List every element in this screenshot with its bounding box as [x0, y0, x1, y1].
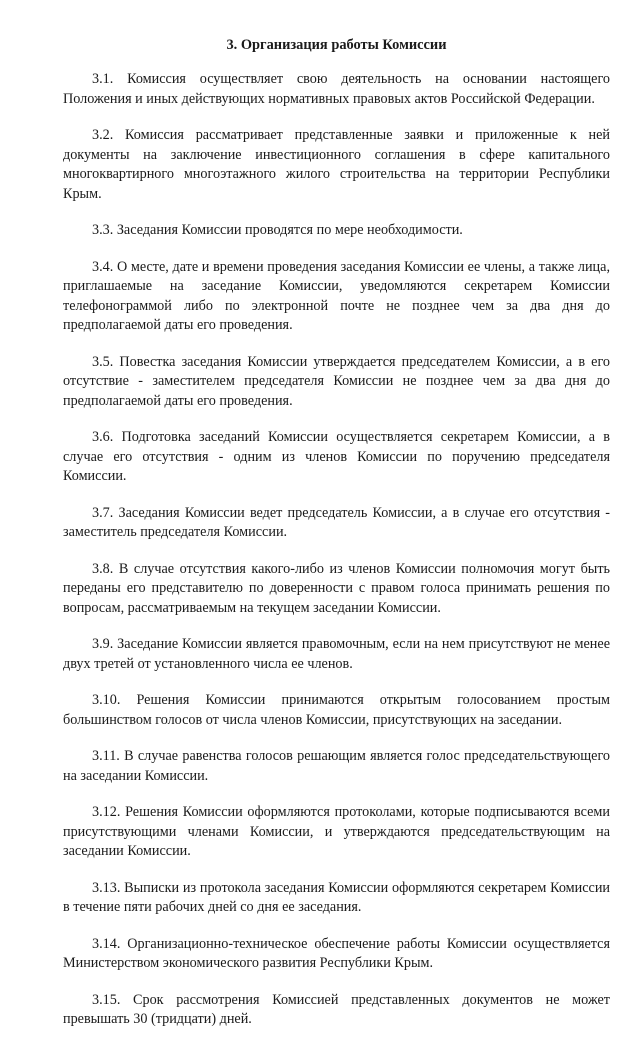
paragraph-3-13: 3.13. Выписки из протокола заседания Комиссии оформляются секретарем Комиссии в течение пяти рабочих дней со дня ее заседания.: [63, 879, 610, 915]
paragraph-3-5: 3.5. Повестка заседания Комиссии утверждается председателем Комиссии, а в его отсутствие - заместителем председателя Комиссии не позднее чем за два дня до предполагаемой даты его проведения.: [63, 353, 610, 409]
paragraph-3-10: 3.10. Решения Комиссии принимаются открытым голосованием простым большинством голосов от числа членов Комиссии, присутствующих на заседании.: [63, 692, 610, 728]
paragraph-3-11: 3.11. В случае равенства голосов решающим является голос председательствующего на заседании Комиссии.: [63, 748, 610, 784]
paragraph-3-14: 3.14. Организационно-техническое обеспечение работы Комиссии осуществляется Министерством экономического развития Республики Крым.: [63, 935, 610, 971]
paragraph-3-4: 3.4. О месте, дате и времени проведения заседания Комиссии ее члены, а также лица, приглашаемые на заседание Комиссии, уведомляются секретарем Комиссии телефонограммой либо по электронной почте не позднее чем за два дня до предполагаемой даты его проведения.: [63, 258, 610, 333]
paragraph-3-6: 3.6. Подготовка заседаний Комиссии осуществляется секретарем Комиссии, а в случае его отсутствия - одним из членов Комиссии по поручению председателя Комиссии.: [63, 429, 610, 484]
paragraph-3-7: 3.7. Заседания Комиссии ведет председатель Комиссии, а в случае его отсутствия - заместитель председателя Комиссии.: [63, 504, 610, 540]
paragraph-3-2: 3.2. Комиссия рассматривает представленные заявки и приложенные к ней документы на заключение инвестиционного соглашения в сфере капитального многоквартирного многоэтажного жилого строительства на территории Республики Крым.: [63, 127, 610, 202]
document-page: [63, 36, 610, 1047]
paragraph-3-3: 3.3. Заседания Комиссии проводятся по мере необходимости.: [92, 222, 463, 238]
paragraph-3-1: 3.1. Комиссия осуществляет свою деятельность на основании настоящего Положения и иных действующих нормативных правовых актов Российской Федерации.: [63, 71, 610, 107]
section-title: 3. Организация работы Комиссии: [226, 37, 447, 53]
paragraph-3-9: 3.9. Заседание Комиссии является правомочным, если на нем присутствуют не менее двух третей от установленного числа ее членов.: [63, 636, 610, 672]
paragraph-3-12: 3.12. Решения Комиссии оформляются протоколами, которые подписываются всеми присутствующими членами Комиссии, и утверждаются председательствующим на заседании Комиссии.: [63, 804, 610, 859]
paragraph-3-15: 3.15. Срок рассмотрения Комиссией представленных документов не может превышать 30 (тридцати) дней.: [63, 991, 610, 1027]
paragraph-3-8: 3.8. В случае отсутствия какого-либо из членов Комиссии полномочия могут быть переданы его представителю по доверенности с правом голоса принимать решения по вопросам, рассматриваемым на текущем заседании Комиссии.: [63, 560, 610, 616]
